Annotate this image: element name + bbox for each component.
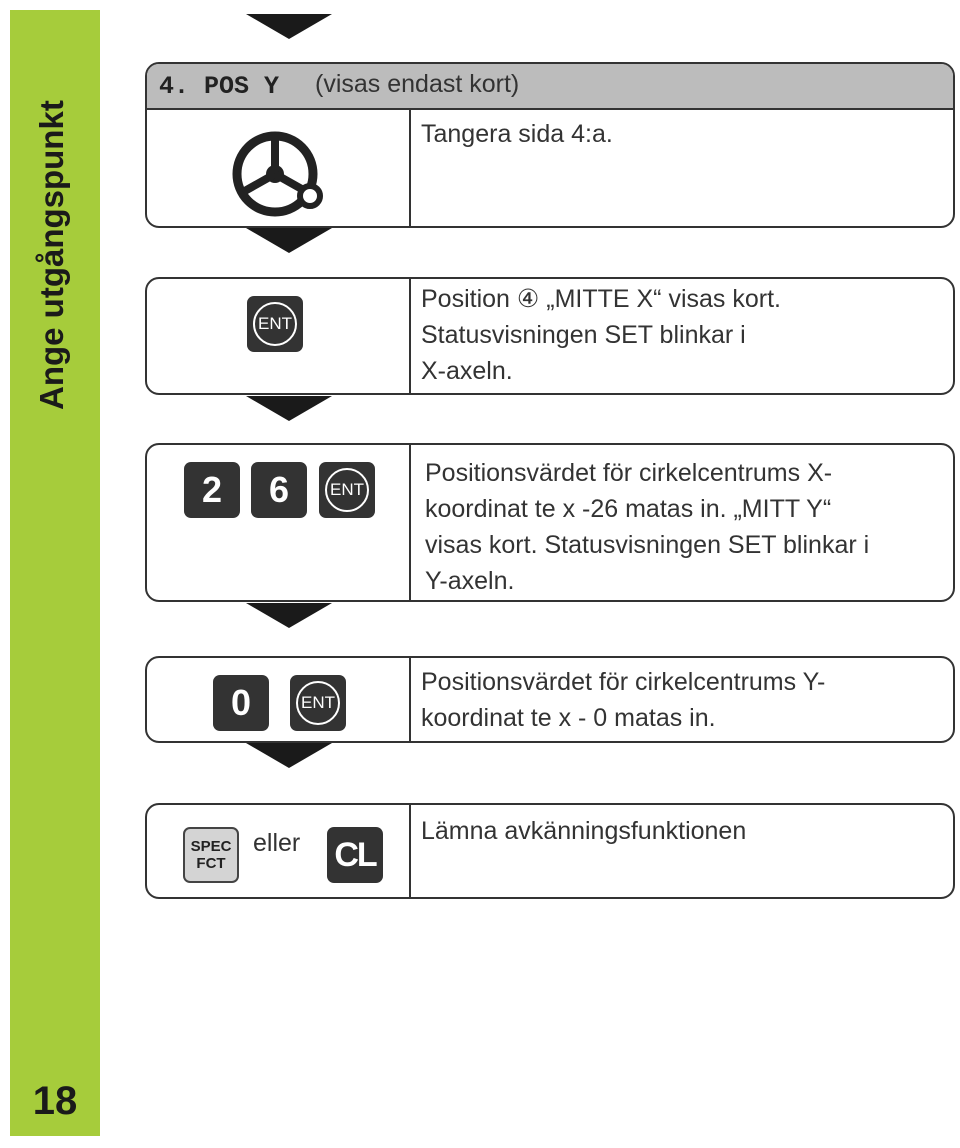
flow-arrow-down-icon [246, 743, 332, 768]
column-divider [409, 108, 411, 226]
description-line: koordinat te x - 0 matas in. [421, 704, 716, 732]
sidebar [10, 10, 100, 1136]
ent-key[interactable] [247, 296, 303, 352]
column-divider [409, 279, 411, 393]
description-line: visas kort. Statusvisningen SET blinkar i [425, 531, 870, 559]
or-label: eller [253, 829, 301, 857]
description-line: Statusvisningen SET blinkar i [421, 321, 746, 349]
step-box-pos-y [145, 62, 955, 228]
ent-key-label: ENT [325, 468, 369, 512]
step-box-enter-value-x [145, 443, 955, 602]
digit-6-key[interactable]: 6 [251, 462, 307, 518]
cl-key[interactable]: CL [327, 827, 383, 883]
step-box-enter-value-y [145, 656, 955, 743]
flow-arrow-down-icon [246, 228, 332, 253]
page-number: 18 [32, 1079, 78, 1123]
ent-key[interactable] [290, 675, 346, 731]
spec-fct-key-label-bottom: FCT [196, 855, 226, 872]
step-header [147, 64, 953, 110]
column-divider [409, 805, 411, 897]
step-description [425, 455, 943, 599]
flow-arrow-down-icon [246, 603, 332, 628]
step-description: Lämna avkänningsfunktionen [421, 817, 747, 845]
chapter-title: Ange utgångspunkt [33, 100, 70, 410]
spec-fct-key-label-top: SPEC [190, 838, 232, 855]
spec-fct-key[interactable] [183, 827, 239, 883]
digit-0-key[interactable]: 0 [213, 675, 269, 731]
step-description [421, 664, 943, 736]
column-divider [409, 658, 411, 741]
step-box-enter-x [145, 277, 955, 395]
ent-key-label: ENT [296, 681, 340, 725]
digit-2-key[interactable]: 2 [184, 462, 240, 518]
column-divider [409, 445, 411, 600]
description-line: Y-axeln. [425, 567, 515, 595]
step-description [421, 281, 943, 389]
description-line: koordinat te x -26 matas in. „MITT Y“ [425, 495, 832, 523]
step-description: Tangera sida 4:a. [421, 120, 613, 148]
flow-arrow-down-icon [246, 396, 332, 421]
step-note: (visas endast kort) [315, 70, 520, 98]
flow-arrow-down-icon [246, 14, 332, 39]
step-box-exit [145, 803, 955, 899]
handwheel-icon [227, 124, 327, 220]
description-line: Positionsvärdet för cirkelcentrums Y- [421, 668, 826, 696]
description-line: Positionsvärdet för cirkelcentrums X- [425, 459, 833, 487]
ent-key-label: ENT [253, 302, 297, 346]
description-line: Position ④ „MITTE X“ visas kort. [421, 285, 781, 313]
description-line: X-axeln. [421, 357, 513, 385]
ent-key[interactable] [319, 462, 375, 518]
step-code: 4. POS Y [159, 72, 280, 101]
